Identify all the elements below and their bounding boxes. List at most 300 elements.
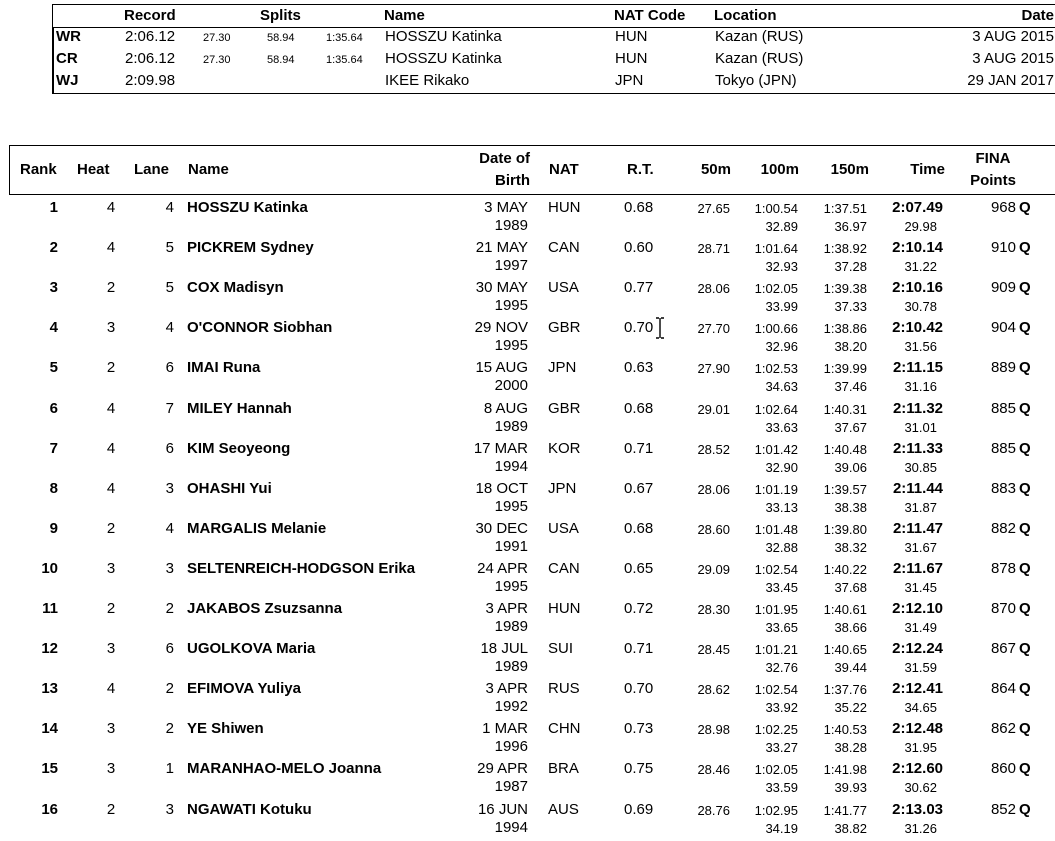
fina-points: 910 — [990, 239, 1016, 257]
split-100m: 1:02.64 — [754, 401, 798, 417]
split-100m: 1:02.25 — [754, 722, 798, 738]
final-time: 2:11.67 — [892, 559, 943, 577]
split-100m: 1:02.95 — [754, 802, 798, 818]
nat: JPN — [548, 359, 577, 377]
header-fina-line2: Points — [970, 172, 1016, 189]
swimmer-name: UGOLKOVA Maria — [187, 640, 316, 658]
final-time: 2:12.24 — [892, 640, 943, 658]
swimmer-name: IMAI Runa — [187, 359, 261, 377]
lap-150m: 36.97 — [834, 219, 867, 234]
lap-100m: 33.65 — [765, 620, 798, 635]
rank: 5 — [49, 359, 58, 377]
nat: USA — [548, 279, 579, 297]
split-150m: 1:39.80 — [823, 521, 867, 537]
lap-100m: 32.89 — [765, 219, 798, 234]
nat: USA — [548, 519, 579, 537]
dob-day-month: 8 AUG — [483, 399, 528, 417]
qualified-mark: Q — [1019, 319, 1031, 337]
fina-points: 867 — [990, 640, 1016, 658]
record-split-150: 1:35.64 — [326, 32, 363, 44]
qualified-mark: Q — [1019, 640, 1031, 658]
table-row — [0, 359, 1055, 399]
qualified-mark: Q — [1019, 199, 1031, 216]
swimmer-name: MARANHAO-MELO Joanna — [187, 760, 382, 778]
lap-150m: 38.82 — [834, 820, 867, 836]
split-150m: 1:40.65 — [823, 642, 867, 658]
dob-day-month: 1 MAR — [482, 720, 528, 738]
dob-year: 1996 — [494, 738, 528, 756]
table-row — [0, 279, 1055, 319]
lap-150m: 37.33 — [834, 299, 867, 315]
nat: GBR — [548, 399, 581, 417]
record-split-150: 1:35.64 — [326, 54, 363, 66]
heat: 4 — [106, 199, 116, 216]
fina-points: 860 — [990, 760, 1016, 778]
lane: 7 — [165, 399, 174, 417]
fina-points: 882 — [990, 519, 1016, 537]
lap-150m: 39.06 — [834, 459, 867, 475]
qualified-mark: Q — [1019, 399, 1031, 417]
records-column-divider — [53, 27, 54, 93]
record-split-100: 58.94 — [267, 54, 295, 66]
split-100m: 1:02.53 — [754, 361, 798, 377]
qualified-mark: Q — [1019, 439, 1031, 457]
final-time: 2:10.42 — [892, 319, 943, 337]
dob-year: 1995 — [494, 497, 528, 515]
record-date: 29 JAN 2017 — [967, 72, 1054, 89]
heat: 4 — [106, 479, 116, 497]
reaction-time: 0.73 — [624, 720, 654, 738]
lap-100m: 32.88 — [765, 539, 798, 555]
table-row — [0, 560, 1055, 600]
qualified-mark: Q — [1019, 559, 1031, 577]
header-name: Name — [188, 161, 229, 178]
fina-points: 885 — [990, 399, 1016, 417]
fina-points: 852 — [990, 800, 1016, 818]
record-date: 3 AUG 2015 — [972, 28, 1054, 45]
dob-year: 1992 — [494, 698, 528, 716]
qualified-mark: Q — [1019, 279, 1031, 297]
nat: RUS — [548, 680, 580, 698]
dob-year: 2000 — [494, 377, 528, 395]
header-time: Time — [910, 161, 945, 178]
fina-points: 909 — [990, 279, 1016, 297]
rank: 12 — [41, 640, 58, 658]
table-row — [0, 720, 1055, 760]
records-header-name: Name — [384, 7, 425, 24]
lane: 3 — [165, 559, 174, 577]
lane: 5 — [165, 279, 174, 297]
split-150m: 1:38.92 — [823, 241, 867, 257]
lap-150m: 39.93 — [834, 780, 867, 796]
dob-year: 1994 — [494, 818, 528, 836]
table-row — [0, 760, 1055, 800]
lane: 6 — [165, 640, 174, 658]
lap-200m: 30.78 — [904, 299, 937, 315]
lap-150m: 38.38 — [834, 499, 867, 515]
reaction-time: 0.68 — [624, 519, 654, 537]
split-100m: 1:02.05 — [754, 281, 798, 297]
record-code: WR — [56, 28, 81, 45]
swimmer-name: HOSSZU Katinka — [187, 199, 308, 216]
swimmer-name: SELTENREICH-HODGSON Erika — [187, 559, 416, 577]
rank: 2 — [49, 239, 58, 257]
lane: 6 — [165, 439, 174, 457]
record-time: 2:06.12 — [125, 28, 176, 45]
dob-year: 1989 — [494, 658, 528, 676]
lap-150m: 38.20 — [834, 339, 867, 355]
record-nat: HUN — [615, 28, 648, 45]
header-50m: 50m — [700, 161, 731, 178]
lap-100m: 32.93 — [765, 259, 798, 275]
final-time: 2:11.47 — [892, 519, 943, 537]
split-150m: 1:37.51 — [823, 201, 867, 216]
header-nat: NAT — [549, 161, 579, 178]
table-row — [0, 520, 1055, 560]
split-150m: 1:39.57 — [823, 481, 867, 497]
rank: 3 — [49, 279, 58, 297]
nat: HUN — [548, 199, 581, 216]
record-holder-name: IKEE Rikako — [385, 72, 470, 89]
record-nat: HUN — [615, 50, 648, 67]
reaction-time: 0.68 — [624, 199, 654, 216]
header-dob-line1: Date of — [479, 150, 530, 167]
lap-150m: 38.66 — [834, 620, 867, 635]
split-150m: 1:40.61 — [823, 602, 867, 617]
split-50m: 28.76 — [697, 802, 730, 818]
swimmer-name: EFIMOVA Yuliya — [187, 680, 301, 698]
split-100m: 1:02.54 — [754, 561, 798, 577]
lane: 2 — [165, 600, 174, 617]
lane: 5 — [165, 239, 174, 257]
dob-day-month: 18 OCT — [475, 479, 528, 497]
split-150m: 1:40.48 — [823, 441, 867, 457]
split-150m: 1:39.99 — [823, 361, 867, 377]
lap-100m: 33.27 — [765, 740, 798, 756]
rank: 16 — [41, 800, 58, 818]
rank: 14 — [41, 720, 58, 738]
dob-day-month: 30 MAY — [475, 279, 528, 297]
dob-day-month: 29 NOV — [474, 319, 528, 337]
lap-200m: 31.01 — [904, 419, 937, 435]
table-row — [0, 801, 1055, 841]
nat: SUI — [548, 640, 574, 658]
final-time: 2:12.48 — [892, 720, 943, 738]
record-split-50: 27.30 — [203, 54, 231, 66]
qualified-mark: Q — [1019, 519, 1031, 537]
header-heat: Heat — [77, 161, 110, 178]
split-150m: 1:40.53 — [823, 722, 867, 738]
records-table — [52, 4, 1055, 94]
reaction-time: 0.68 — [624, 399, 654, 417]
lap-100m: 33.92 — [765, 700, 798, 716]
final-time: 2:11.32 — [892, 399, 943, 417]
record-code: CR — [56, 50, 78, 67]
reaction-time: 0.70 — [624, 319, 654, 337]
lap-200m: 31.49 — [904, 620, 937, 635]
final-time: 2:11.33 — [892, 439, 943, 457]
lap-200m: 29.98 — [904, 219, 937, 234]
lane: 3 — [165, 800, 174, 818]
nat: HUN — [548, 600, 581, 617]
qualified-mark: Q — [1019, 800, 1031, 818]
final-time: 2:11.15 — [892, 359, 943, 377]
records-header-splits: Splits — [260, 7, 301, 24]
lap-200m: 31.59 — [904, 660, 937, 676]
lane: 4 — [165, 519, 174, 537]
heat: 3 — [106, 640, 116, 658]
reaction-time: 0.63 — [624, 359, 654, 377]
header-100m: 100m — [760, 161, 799, 178]
lap-200m: 31.95 — [904, 740, 937, 756]
nat: CAN — [548, 559, 580, 577]
record-location: Kazan (RUS) — [715, 50, 804, 67]
lap-150m: 37.46 — [834, 379, 867, 395]
split-150m: 1:41.98 — [823, 762, 867, 778]
lane: 4 — [165, 199, 174, 216]
final-time: 2:12.60 — [892, 760, 943, 778]
swimmer-name: NGAWATI Kotuku — [187, 800, 312, 818]
lap-100m: 34.63 — [765, 379, 798, 395]
lap-100m: 32.96 — [765, 339, 798, 355]
table-row — [0, 239, 1055, 279]
lap-100m: 33.13 — [765, 499, 798, 515]
split-50m: 27.70 — [697, 321, 730, 337]
swimmer-name: MARGALIS Melanie — [187, 519, 327, 537]
dob-year: 1989 — [494, 217, 528, 234]
final-time: 2:12.41 — [892, 680, 943, 698]
lap-200m: 30.85 — [904, 459, 937, 475]
fina-points: 883 — [990, 479, 1016, 497]
dob-day-month: 24 APR — [477, 559, 528, 577]
header-lane: Lane — [134, 161, 170, 178]
split-100m: 1:01.21 — [754, 642, 798, 658]
split-50m: 28.62 — [697, 682, 730, 698]
lap-150m: 35.22 — [834, 700, 867, 716]
rank: 10 — [41, 559, 58, 577]
header-dob-line2: Birth — [495, 172, 530, 189]
heat: 2 — [106, 359, 116, 377]
final-time: 2:07.49 — [892, 199, 943, 216]
dob-day-month: 18 JUL — [480, 640, 528, 658]
dob-year: 1989 — [494, 417, 528, 435]
dob-day-month: 3 APR — [485, 600, 528, 617]
table-row — [0, 640, 1055, 680]
split-100m: 1:00.66 — [754, 321, 798, 337]
reaction-time: 0.71 — [624, 439, 654, 457]
qualified-mark: Q — [1019, 239, 1031, 257]
table-row — [0, 480, 1055, 520]
rank: 8 — [49, 479, 58, 497]
record-holder-name: HOSSZU Katinka — [385, 28, 502, 45]
lap-200m: 31.87 — [904, 499, 937, 515]
heat: 3 — [106, 319, 116, 337]
split-150m: 1:40.22 — [823, 561, 867, 577]
dob-day-month: 30 DEC — [475, 519, 528, 537]
lap-150m: 37.28 — [834, 259, 867, 275]
nat: CAN — [548, 239, 580, 257]
final-time: 2:11.44 — [892, 479, 943, 497]
swimmer-name: KIM Seoyeong — [187, 439, 291, 457]
heat: 2 — [106, 600, 116, 617]
rank: 7 — [49, 439, 58, 457]
table-row — [0, 319, 1055, 359]
final-time: 2:10.16 — [892, 279, 943, 297]
lap-100m: 32.90 — [765, 459, 798, 475]
lap-200m: 31.67 — [904, 539, 937, 555]
split-100m: 1:02.05 — [754, 762, 798, 778]
split-150m: 1:41.77 — [823, 802, 867, 818]
swimmer-name: O'CONNOR Siobhan — [187, 319, 333, 337]
split-50m: 27.90 — [697, 361, 730, 377]
split-50m: 28.30 — [697, 602, 730, 617]
split-50m: 28.06 — [697, 281, 730, 297]
split-50m: 28.06 — [697, 481, 730, 497]
swimmer-name: MILEY Hannah — [187, 399, 292, 417]
dob-day-month: 17 MAR — [473, 439, 528, 457]
lap-150m: 37.68 — [834, 579, 867, 595]
qualified-mark: Q — [1019, 359, 1031, 377]
lane: 4 — [165, 319, 174, 337]
rank: 6 — [49, 399, 58, 417]
dob-year: 1994 — [494, 457, 528, 475]
table-row — [0, 199, 1055, 239]
dob-day-month: 16 JUN — [477, 800, 528, 818]
lap-150m: 38.28 — [834, 740, 867, 756]
records-header-divider — [53, 27, 1055, 28]
lap-200m: 31.56 — [904, 339, 937, 355]
header-rt: R.T. — [627, 161, 654, 178]
nat: JPN — [548, 479, 577, 497]
records-header-date: Date — [1021, 7, 1054, 24]
record-split-50: 27.30 — [203, 32, 231, 44]
dob-day-month: 15 AUG — [475, 359, 528, 377]
table-row — [0, 680, 1055, 720]
split-150m: 1:38.86 — [823, 321, 867, 337]
lap-100m: 33.99 — [765, 299, 798, 315]
reaction-time: 0.75 — [624, 760, 654, 778]
rank: 9 — [49, 519, 58, 537]
dob-year: 1989 — [494, 618, 528, 635]
split-50m: 28.98 — [697, 722, 730, 738]
heat: 2 — [106, 519, 116, 537]
lap-100m: 33.45 — [765, 579, 798, 595]
record-time: 2:06.12 — [125, 50, 176, 67]
rank: 1 — [49, 199, 58, 216]
records-header-location: Location — [714, 7, 777, 24]
header-rank: Rank — [20, 161, 57, 178]
table-row — [0, 440, 1055, 480]
swimmer-name: YE Shiwen — [187, 720, 264, 738]
record-time: 2:09.98 — [125, 72, 176, 89]
record-nat: JPN — [615, 72, 644, 89]
records-header-record: Record — [124, 7, 176, 24]
fina-points: 968 — [990, 199, 1016, 216]
dob-day-month: 29 APR — [477, 760, 528, 778]
heat: 3 — [106, 559, 116, 577]
dob-year: 1995 — [494, 577, 528, 595]
fina-points: 889 — [990, 359, 1016, 377]
fina-points: 870 — [990, 600, 1016, 617]
swimmer-name: PICKREM Sydney — [187, 239, 314, 257]
lap-200m: 31.22 — [904, 259, 937, 275]
lap-200m: 31.45 — [904, 579, 937, 595]
fina-points: 864 — [990, 680, 1016, 698]
record-location: Kazan (RUS) — [715, 28, 804, 45]
record-date: 3 AUG 2015 — [972, 50, 1054, 67]
heat: 4 — [106, 439, 116, 457]
lap-150m: 37.67 — [834, 419, 867, 435]
qualified-mark: Q — [1019, 600, 1031, 617]
lane: 2 — [165, 720, 174, 738]
nat: GBR — [548, 319, 581, 337]
header-150m: 150m — [830, 161, 869, 178]
reaction-time: 0.65 — [624, 559, 654, 577]
final-time: 2:13.03 — [892, 800, 943, 818]
lane: 2 — [165, 680, 174, 698]
lane: 6 — [165, 359, 174, 377]
heat: 3 — [106, 760, 116, 778]
lap-200m: 34.65 — [904, 700, 937, 716]
record-holder-name: HOSSZU Katinka — [385, 50, 502, 67]
split-50m: 27.65 — [697, 201, 730, 216]
table-row — [0, 400, 1055, 440]
fina-points: 904 — [990, 319, 1016, 337]
reaction-time: 0.70 — [624, 680, 654, 698]
record-location: Tokyo (JPN) — [715, 72, 797, 89]
text-cursor-icon — [654, 317, 666, 339]
dob-year: 1995 — [494, 297, 528, 315]
split-100m: 1:01.19 — [754, 481, 798, 497]
split-50m: 28.60 — [697, 521, 730, 537]
split-150m: 1:40.31 — [823, 401, 867, 417]
rank: 15 — [41, 760, 58, 778]
results-header — [9, 145, 1055, 195]
lap-100m: 34.19 — [765, 820, 798, 836]
split-50m: 28.52 — [697, 441, 730, 457]
dob-year: 1987 — [494, 778, 528, 796]
nat: AUS — [548, 800, 579, 818]
rank: 4 — [49, 319, 58, 337]
header-fina-line1: FINA — [975, 150, 1011, 167]
swimmer-name: COX Madisyn — [187, 279, 284, 297]
split-100m: 1:01.42 — [754, 441, 798, 457]
heat: 2 — [106, 279, 116, 297]
reaction-time: 0.67 — [624, 479, 654, 497]
lane: 3 — [165, 479, 174, 497]
dob-day-month: 3 MAY — [484, 199, 528, 216]
reaction-time: 0.72 — [624, 600, 654, 617]
fina-points: 885 — [990, 439, 1016, 457]
lap-200m: 31.26 — [904, 820, 937, 836]
split-100m: 1:01.48 — [754, 521, 798, 537]
qualified-mark: Q — [1019, 680, 1031, 698]
reaction-time: 0.69 — [624, 800, 654, 818]
final-time: 2:10.14 — [892, 239, 943, 257]
lap-150m: 39.44 — [834, 660, 867, 676]
split-50m: 28.46 — [697, 762, 730, 778]
lap-200m: 31.16 — [904, 379, 937, 395]
split-150m: 1:39.38 — [823, 281, 867, 297]
lap-100m: 33.63 — [765, 419, 798, 435]
qualified-mark: Q — [1019, 720, 1031, 738]
split-100m: 1:01.95 — [754, 602, 798, 617]
split-50m: 29.01 — [697, 401, 730, 417]
fina-points: 878 — [990, 559, 1016, 577]
split-100m: 1:00.54 — [754, 201, 798, 216]
reaction-time: 0.71 — [624, 640, 654, 658]
qualified-mark: Q — [1019, 760, 1031, 778]
